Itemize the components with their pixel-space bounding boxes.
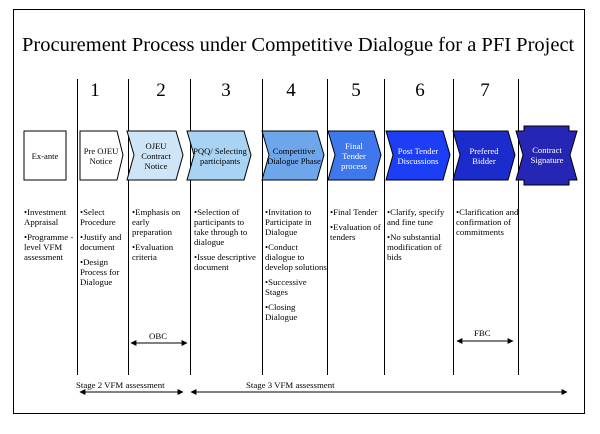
list-item: •Invitation to Participate in Dialogue	[265, 207, 312, 237]
stage2-label: Stage 2 VFM assessment	[76, 380, 165, 390]
list-item: •Design Process for Dialogue	[80, 257, 120, 287]
stage-label: Final Tender process	[341, 140, 367, 171]
list-item: •Clarify, specify and fine tune	[387, 207, 445, 227]
obc-label: OBC	[149, 331, 168, 341]
stage-label: Pre OJEU Notice	[83, 145, 119, 166]
list-item: •Justify and document	[80, 232, 122, 252]
stage-label: OJEU Contract Notice	[141, 140, 171, 171]
list-item: •No substantial modification of bids	[387, 232, 442, 262]
list-item: •Select Procedure	[80, 207, 116, 227]
list-item: •Selection of participants to take through to dialogue	[194, 207, 248, 247]
stage-label: PQQ/ Selecting participants	[193, 145, 247, 166]
list-item: •Issue descriptive document	[194, 252, 256, 272]
stage-label: Prefered Bidder	[469, 145, 499, 166]
step-number: 4	[286, 80, 296, 101]
page-title: Procurement Process under Competitive Dialogue for a PFI Project	[22, 34, 575, 56]
stage-label: Post Tender Discussions	[397, 145, 439, 166]
list-item: •Evaluation of tenders	[330, 222, 381, 242]
list-item: •Investment Appraisal	[24, 207, 67, 227]
step-number: 5	[351, 80, 361, 101]
step-number: 6	[415, 80, 425, 101]
list-item: •Programme -level VFM assessment	[24, 232, 74, 262]
list-item: •Successive Stages	[265, 277, 307, 297]
step-number: 7	[480, 80, 490, 101]
list-item: •Closing Dialogue	[265, 302, 298, 322]
stage-label: Competitive Dialogue Phase	[267, 145, 321, 166]
stage-label: Contract Signature	[530, 145, 564, 165]
list-item: •Clarification and confirmation of commitments	[456, 207, 519, 237]
step-number: 1	[90, 80, 100, 101]
stage-label: Ex-ante	[31, 150, 59, 161]
list-item: •Final Tender	[330, 207, 378, 217]
list-item: •Emphasis on early preparation	[132, 207, 181, 237]
list-item: •Conduct dialogue to develop solutions	[265, 242, 327, 272]
step-number: 2	[156, 80, 166, 101]
fbc-label: FBC	[474, 328, 491, 338]
step-number: 3	[221, 80, 231, 101]
stage3-label: Stage 3 VFM assessment	[246, 380, 335, 390]
list-item: •Evaluation criteria	[132, 242, 174, 262]
